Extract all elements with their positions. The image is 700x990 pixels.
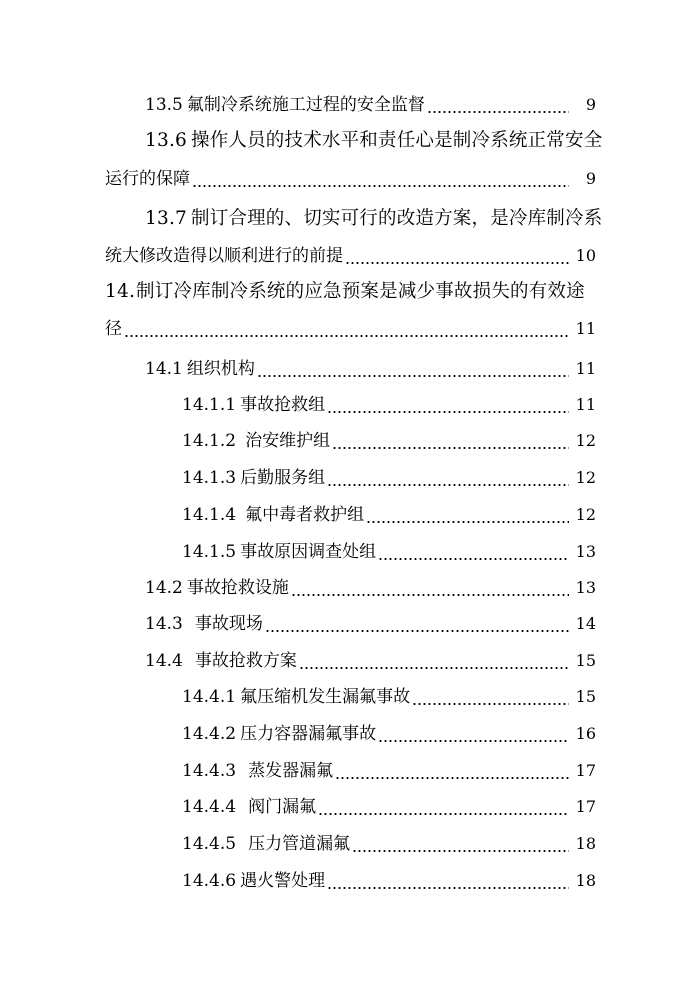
toc-entry-14-4-6[interactable]	[0, 858, 700, 892]
toc-entry-title: 遇火警处理	[240, 871, 326, 891]
leader-dots	[427, 94, 569, 116]
toc-entry-title: 制订冷库制冷系统的应急预案是减少事故损失的有效途	[136, 281, 585, 302]
toc-entry-title: 事故抢救方案	[194, 651, 297, 671]
toc-entry-page: 18	[575, 871, 596, 890]
toc-entry-14-1-3[interactable]	[0, 455, 700, 489]
toc-entry-title: 治安维护组	[245, 431, 331, 451]
toc-entry-13-5[interactable]	[0, 82, 700, 116]
toc-entry-page: 10	[575, 246, 596, 265]
toc-entry-14-line1[interactable]	[0, 273, 700, 303]
toc-entry-number: 14.4	[145, 651, 183, 671]
toc-entry-number: 14.1.5	[182, 542, 237, 562]
toc-entry-page: 11	[575, 395, 596, 414]
toc-entry-number: 13.5	[145, 95, 183, 115]
toc-entry-13-7-line1[interactable]	[0, 200, 700, 230]
toc-entry-number: 14.4.4	[182, 797, 237, 817]
leader-dots	[332, 430, 569, 452]
toc-entry-title-continued: 运行的保障	[105, 169, 190, 189]
toc-entry-14-4-5[interactable]	[0, 821, 700, 855]
toc-entry-14-4-3[interactable]	[0, 748, 700, 782]
toc-entry-page: 13	[575, 578, 596, 597]
toc-entry-title: 氟制冷系统施工过程的安全监督	[186, 95, 425, 115]
toc-entry-14-4-4[interactable]	[0, 784, 700, 818]
toc-entry-title-continued: 统大修改造得以顺利进行的前提	[105, 246, 343, 266]
leader-dots	[265, 613, 569, 635]
toc-entry-page: 16	[575, 724, 596, 743]
toc-entry-title: 事故抢救组	[240, 395, 326, 415]
toc-entry-number: 14.	[105, 281, 136, 302]
toc-entry-number: 14.3	[145, 614, 183, 634]
toc-entry-number: 14.4.1	[182, 687, 237, 707]
toc-entry-number: 14.1.4	[182, 505, 237, 525]
leader-dots	[335, 760, 569, 782]
toc-entry-title: 阀门漏氟	[248, 797, 317, 817]
toc-entry-14-1[interactable]	[0, 346, 700, 380]
leader-dots	[412, 686, 569, 708]
toc-entry-title: 事故抢救设施	[186, 578, 289, 598]
leader-dots	[352, 833, 569, 855]
toc-entry-title-continued: 径	[105, 319, 122, 339]
toc-entry-title: 蒸发器漏氟	[248, 761, 334, 781]
toc-entry-14-1-1[interactable]	[0, 382, 700, 416]
toc-entry-title: 事故原因调查处组	[240, 542, 377, 562]
leader-dots	[327, 394, 569, 416]
leader-dots	[345, 245, 569, 267]
leader-dots	[318, 796, 569, 818]
leader-dots	[378, 723, 569, 745]
toc-entry-page: 15	[575, 687, 596, 706]
leader-dots	[378, 541, 569, 563]
toc-entry-page: 11	[575, 359, 596, 378]
toc-entry-page: 9	[585, 169, 596, 188]
toc-entry-page: 11	[575, 319, 596, 338]
leader-dots	[291, 577, 569, 599]
toc-entry-title: 氟压缩机发生漏氟事故	[240, 687, 411, 707]
toc-entry-number: 13.7	[145, 208, 187, 229]
toc-entry-page: 12	[575, 431, 596, 450]
toc-entry-number: 14.4.5	[182, 834, 237, 854]
toc-entry-14-3[interactable]	[0, 601, 700, 635]
toc-entry-14-4[interactable]	[0, 638, 700, 672]
toc-entry-number: 13.6	[145, 130, 187, 151]
toc-entry-title: 组织机构	[186, 359, 255, 379]
toc-entry-number: 14.4.3	[182, 761, 237, 781]
toc-entry-number: 14.1	[145, 359, 183, 379]
toc-entry-14-4-1[interactable]	[0, 674, 700, 708]
toc-entry-title: 制订合理的、切实可行的改造方案，是冷库制冷系	[191, 208, 603, 229]
toc-entry-number: 14.2	[145, 578, 183, 598]
toc-entry-title: 氟中毒者救护组	[245, 505, 365, 525]
leader-dots	[257, 358, 569, 380]
toc-entry-14-1-5[interactable]	[0, 529, 700, 563]
toc-entry-title: 压力容器漏氟事故	[240, 724, 377, 744]
toc-entry-title: 压力管道漏氟	[248, 834, 351, 854]
toc-entry-number: 14.4.6	[182, 871, 237, 891]
toc-entry-page: 14	[575, 614, 596, 633]
leader-dots	[366, 504, 569, 526]
toc-entry-page: 15	[575, 651, 596, 670]
toc-entry-13-6-line2[interactable]	[0, 160, 700, 190]
toc-entry-title: 操作人员的技术水平和责任心是制冷系统正常安全	[191, 130, 603, 151]
toc-entry-page: 9	[585, 95, 596, 114]
toc-entry-13-6-line1[interactable]	[0, 122, 700, 152]
toc-entry-13-7-line2[interactable]	[0, 237, 700, 267]
leader-dots	[124, 318, 569, 340]
toc-entry-page: 12	[575, 468, 596, 487]
toc-entry-14-line2[interactable]	[0, 310, 700, 340]
toc-entry-page: 12	[575, 505, 596, 524]
toc-entry-number: 14.4.2	[182, 724, 237, 744]
toc-entry-title: 后勤服务组	[240, 468, 326, 488]
toc-entry-14-1-2[interactable]	[0, 418, 700, 452]
toc-entry-number: 14.1.1	[182, 395, 237, 415]
leader-dots	[299, 650, 569, 672]
toc-entry-14-1-4[interactable]	[0, 492, 700, 526]
toc-entry-page: 13	[575, 542, 596, 561]
toc-entry-14-4-2[interactable]	[0, 711, 700, 745]
toc-entry-number: 14.1.3	[182, 468, 237, 488]
toc-entry-14-2[interactable]	[0, 565, 700, 599]
leader-dots	[327, 870, 569, 892]
toc-entry-page: 17	[575, 797, 596, 816]
leader-dots	[192, 168, 569, 190]
toc-entry-page: 18	[575, 834, 596, 853]
toc-entry-page: 17	[575, 761, 596, 780]
toc-entry-title: 事故现场	[194, 614, 263, 634]
toc-entry-number: 14.1.2	[182, 431, 237, 451]
leader-dots	[327, 467, 569, 489]
